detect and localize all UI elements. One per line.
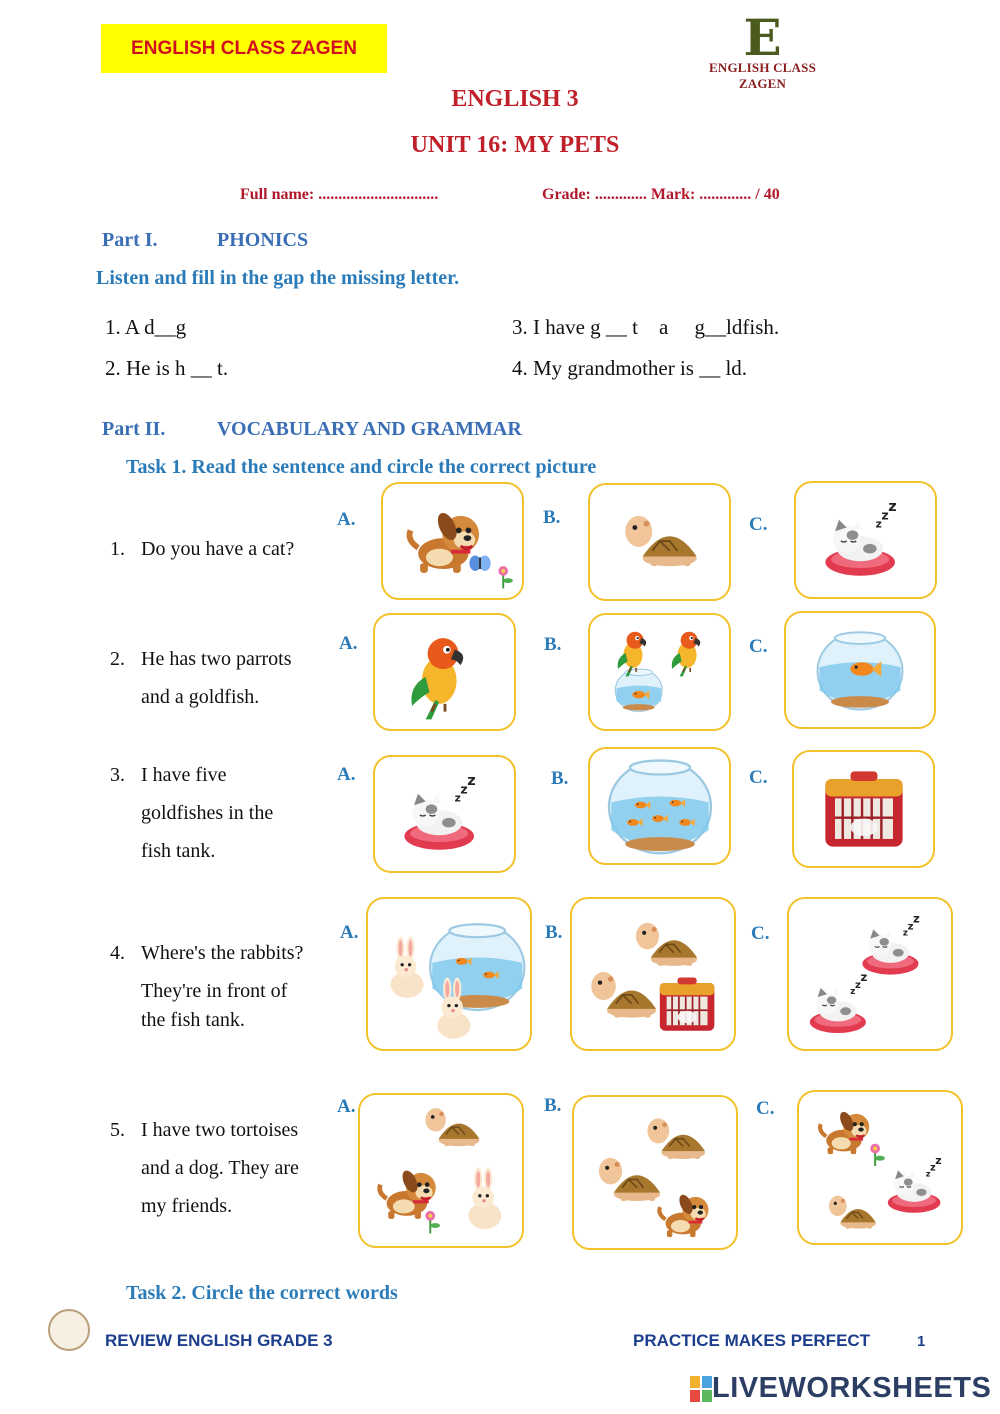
- class-seal-icon: [48, 1309, 90, 1351]
- question-5: [110, 1111, 340, 1231]
- footer-right-text: PRACTICE MAKES PERFECT: [633, 1331, 871, 1350]
- question-2: [110, 640, 330, 720]
- question-4-line-2: They're in front of: [141, 980, 288, 1002]
- q1-picture-c-cat[interactable]: [794, 481, 937, 599]
- question-5-line-1: I have two tortoises: [141, 1119, 299, 1141]
- question-4-line-3: the fish tank.: [141, 1009, 245, 1031]
- q3-picture-b-fish-tank[interactable]: [588, 747, 731, 865]
- q1-option-a-label: A.: [337, 509, 356, 530]
- part2-label: Part II.: [102, 418, 166, 440]
- question-4-number: 4.: [110, 942, 125, 964]
- q1-picture-b-tortoise[interactable]: [588, 483, 731, 601]
- liveworksheets-text: LIVEWORKSHEETS: [712, 1372, 992, 1404]
- question-3-line-3: fish tank.: [141, 840, 216, 862]
- liveworksheets-logo-icon: [690, 1376, 712, 1402]
- phonics-item-1[interactable]: 1. A d__g: [105, 315, 187, 339]
- question-4-line-1: Where's the rabbits?: [141, 942, 304, 964]
- q4-picture-c-two-cats[interactable]: [787, 897, 953, 1051]
- worksheet-title: ENGLISH 3: [451, 86, 579, 112]
- q3-option-b-label: B.: [551, 768, 569, 789]
- q5-option-b-label: B.: [544, 1095, 562, 1116]
- phonics-item-3[interactable]: 3. I have g __ t a g__ldfish.: [512, 315, 780, 339]
- part1-name: PHONICS: [217, 229, 309, 251]
- logo-letter: E: [743, 8, 782, 67]
- part2-name: VOCABULARY AND GRAMMAR: [217, 418, 522, 440]
- question-1-line-1: Do you have a cat?: [141, 538, 295, 560]
- question-1: [110, 530, 330, 570]
- liveworksheets-brand[interactable]: [690, 1372, 991, 1405]
- question-5-line-3: my friends.: [141, 1195, 233, 1217]
- class-banner: ENGLISH CLASS ZAGEN: [101, 24, 387, 73]
- part1-label: Part I.: [102, 229, 158, 251]
- q2-option-b-label: B.: [544, 634, 562, 655]
- q1-option-c-label: C.: [749, 514, 768, 535]
- q5-picture-a-tortoise-puppy-rabbit[interactable]: [358, 1093, 524, 1248]
- q5-option-a-label: A.: [337, 1096, 356, 1117]
- question-4: [110, 934, 340, 1054]
- footer-left-text: REVIEW ENGLISH GRADE 3: [105, 1331, 333, 1350]
- q5-picture-b-tortoises-puppy[interactable]: [572, 1095, 738, 1250]
- phonics-item-4[interactable]: 4. My grandmother is __ ld.: [512, 356, 748, 380]
- q3-picture-c-pet-carrier[interactable]: [792, 750, 935, 868]
- question-3-line-1: I have five: [141, 764, 227, 786]
- class-logo: [690, 8, 835, 91]
- q2-option-a-label: A.: [339, 633, 358, 654]
- question-3-number: 3.: [110, 764, 125, 786]
- q2-picture-c-goldfish-bowl[interactable]: [784, 611, 936, 729]
- q5-picture-c-puppy-cat-tortoise[interactable]: [797, 1090, 963, 1245]
- grade-mark-field[interactable]: Grade: ............. Mark: ............. / 40: [542, 186, 780, 203]
- question-3: [110, 756, 330, 876]
- part1-instruction: Listen and fill in the gap the missing letter.: [96, 267, 460, 289]
- question-5-line-2: and a dog. They are: [141, 1157, 299, 1179]
- task1-instruction: Task 1. Read the sentence and circle the correct picture: [126, 456, 597, 478]
- unit-title: UNIT 16: MY PETS: [410, 132, 620, 158]
- question-2-line-2: and a goldfish.: [141, 686, 260, 708]
- full-name-field[interactable]: Full name: ..............................: [240, 186, 439, 203]
- phonics-item-2[interactable]: 2. He is h __ t.: [105, 356, 229, 380]
- q4-picture-a-rabbits-fish-tank[interactable]: [366, 897, 532, 1051]
- q1-picture-a-puppy[interactable]: [381, 482, 524, 600]
- task2-instruction: Task 2. Circle the correct words: [126, 1282, 398, 1304]
- q4-option-c-label: C.: [751, 923, 770, 944]
- question-3-line-2: goldfishes in the: [141, 802, 274, 824]
- q4-option-b-label: B.: [545, 922, 563, 943]
- q1-option-b-label: B.: [543, 507, 561, 528]
- page-number: 1: [917, 1333, 926, 1350]
- question-1-number: 1.: [110, 538, 125, 560]
- logo-text: ENGLISH CLASS ZAGEN: [709, 60, 816, 91]
- q4-option-a-label: A.: [340, 922, 359, 943]
- question-2-number: 2.: [110, 648, 125, 670]
- q2-picture-a-parrot[interactable]: [373, 613, 516, 731]
- question-5-number: 5.: [110, 1119, 125, 1141]
- q2-picture-b-parrots-goldfish[interactable]: [588, 613, 731, 731]
- q3-option-a-label: A.: [337, 764, 356, 785]
- q3-option-c-label: C.: [749, 767, 768, 788]
- q5-option-c-label: C.: [756, 1098, 775, 1119]
- question-2-line-1: He has two parrots: [141, 648, 292, 670]
- q3-picture-a-cat[interactable]: [373, 755, 516, 873]
- q4-picture-b-tortoises-carrier[interactable]: [570, 897, 736, 1051]
- q2-option-c-label: C.: [749, 636, 768, 657]
